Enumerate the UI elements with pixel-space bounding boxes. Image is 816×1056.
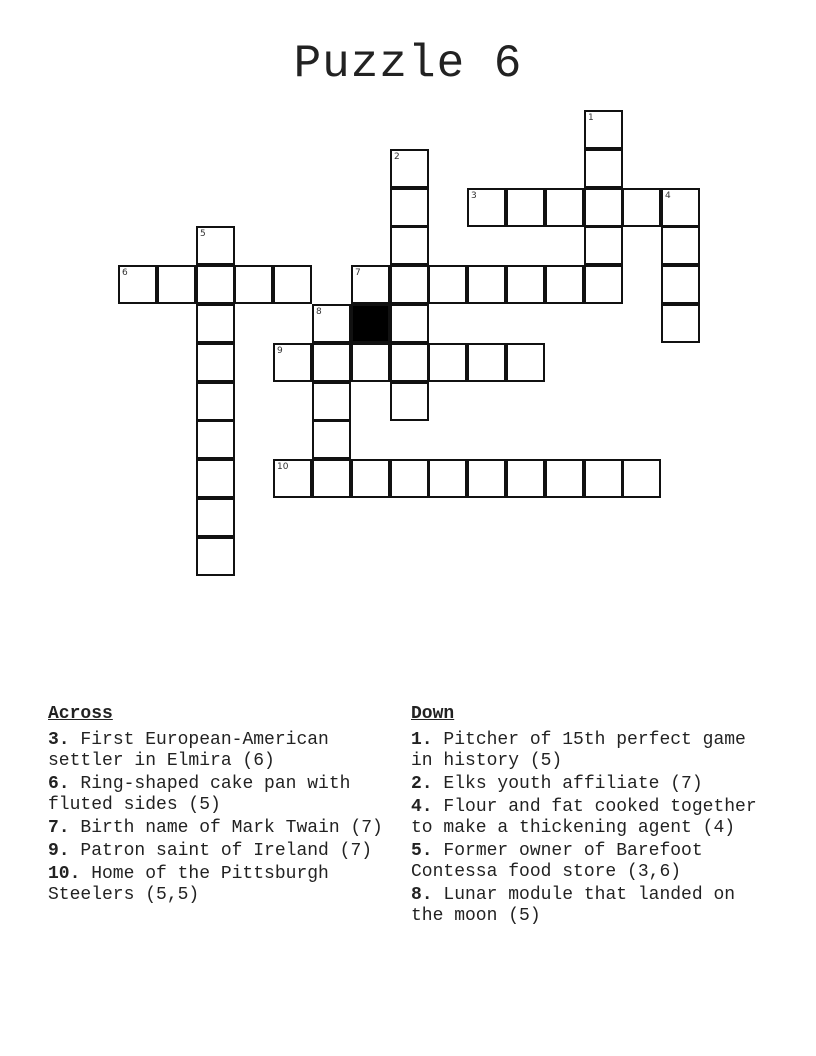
grid-cell[interactable] [351, 343, 390, 382]
cell-number: 4 [665, 191, 671, 201]
clue-text: Former owner of Barefoot Contessa food store (3,6) [411, 841, 703, 882]
clue-text: Flour and fat cooked together to make a thickening agent (4) [411, 797, 757, 838]
down-heading: Down [411, 704, 455, 724]
grid-cell[interactable] [351, 265, 390, 304]
grid-cell[interactable] [467, 459, 506, 498]
grid-cell[interactable] [584, 459, 623, 498]
grid-cell[interactable] [506, 188, 545, 227]
grid-cell[interactable] [428, 343, 467, 382]
grid-cell[interactable] [273, 343, 312, 382]
grid-cell[interactable] [196, 459, 235, 498]
black-square [351, 304, 390, 343]
clue-number: 1. [411, 730, 433, 750]
grid-cell[interactable] [196, 498, 235, 537]
grid-cell[interactable] [273, 265, 312, 304]
grid-cell[interactable] [390, 304, 429, 343]
cell-number: 6 [122, 268, 128, 278]
page-title: Puzzle 6 [293, 38, 523, 90]
clue-text: First European-American settler in Elmira (6) [48, 730, 329, 771]
grid-cell[interactable] [390, 226, 429, 265]
grid-cell[interactable] [506, 459, 545, 498]
grid-cell[interactable] [584, 265, 623, 304]
clue-down-8 [411, 885, 763, 927]
grid-cell[interactable] [545, 265, 584, 304]
grid-cell[interactable] [467, 265, 506, 304]
grid-cell[interactable] [428, 459, 467, 498]
grid-cell[interactable] [312, 420, 351, 459]
grid-cell[interactable] [390, 149, 429, 188]
clue-across-9 [48, 841, 400, 862]
grid-cell[interactable] [390, 188, 429, 227]
clue-text: Elks youth affiliate (7) [432, 774, 703, 794]
cell-number: 10 [277, 462, 289, 472]
clue-across-10 [48, 864, 400, 906]
grid-cell[interactable] [157, 265, 196, 304]
clue-number: 8. [411, 885, 433, 905]
grid-cell[interactable] [584, 110, 623, 149]
grid-cell[interactable] [312, 343, 351, 382]
grid-cell[interactable] [467, 188, 506, 227]
grid-cell[interactable] [661, 304, 700, 343]
grid-cell[interactable] [467, 343, 506, 382]
cell-number: 8 [316, 307, 322, 317]
grid-cell[interactable] [312, 304, 351, 343]
clue-text: Birth name of Mark Twain (7) [69, 818, 383, 838]
grid-cell[interactable] [390, 265, 429, 304]
across-clues [48, 704, 400, 908]
grid-cell[interactable] [234, 265, 273, 304]
down-clues [411, 704, 763, 929]
clue-text: Lunar module that landed on the moon (5) [411, 885, 736, 926]
clue-text: Pitcher of 15th perfect game in history (5) [411, 730, 746, 771]
clue-across-7 [48, 818, 400, 839]
grid-cell[interactable] [196, 343, 235, 382]
grid-cell[interactable] [196, 537, 235, 576]
grid-cell[interactable] [622, 188, 661, 227]
cell-number: 2 [394, 152, 400, 162]
grid-cell[interactable] [584, 226, 623, 265]
grid-cell[interactable] [584, 188, 623, 227]
grid-cell[interactable] [622, 459, 661, 498]
clue-number: 4. [411, 797, 433, 817]
grid-cell[interactable] [390, 459, 429, 498]
clue-text: Patron saint of Ireland (7) [69, 841, 373, 861]
grid-cell[interactable] [390, 343, 429, 382]
clue-number: 7. [48, 818, 70, 838]
grid-cell[interactable] [545, 459, 584, 498]
grid-cell[interactable] [312, 459, 351, 498]
cell-number: 7 [355, 268, 361, 278]
cell-number: 9 [277, 346, 283, 356]
grid-cell[interactable] [390, 382, 429, 421]
grid-cell[interactable] [312, 382, 351, 421]
clue-text: Home of the Pittsburgh Steelers (5,5) [48, 864, 329, 905]
grid-cell[interactable] [196, 304, 235, 343]
grid-cell[interactable] [661, 265, 700, 304]
clue-down-4 [411, 797, 763, 839]
cell-number: 1 [588, 113, 594, 123]
cell-number: 5 [200, 229, 206, 239]
grid-cell[interactable] [584, 149, 623, 188]
clue-text: Ring-shaped cake pan with fluted sides (5) [48, 774, 351, 815]
clue-number: 10. [48, 864, 81, 884]
grid-cell[interactable] [196, 382, 235, 421]
clue-down-5 [411, 841, 763, 883]
grid-cell[interactable] [196, 420, 235, 459]
grid-cell[interactable] [118, 265, 157, 304]
clue-across-3 [48, 730, 400, 772]
grid-cell[interactable] [545, 188, 584, 227]
clue-number: 6. [48, 774, 70, 794]
grid-cell[interactable] [428, 265, 467, 304]
grid-cell[interactable] [196, 226, 235, 265]
clue-number: 9. [48, 841, 70, 861]
clue-number: 5. [411, 841, 433, 861]
clue-number: 2. [411, 774, 433, 794]
cell-number: 3 [471, 191, 477, 201]
grid-cell[interactable] [273, 459, 312, 498]
grid-cell[interactable] [351, 459, 390, 498]
clue-number: 3. [48, 730, 70, 750]
grid-cell[interactable] [661, 188, 700, 227]
grid-cell[interactable] [506, 343, 545, 382]
grid-cell[interactable] [196, 265, 235, 304]
clue-down-1 [411, 730, 763, 772]
clue-down-2 [411, 774, 763, 795]
clue-across-6 [48, 774, 400, 816]
grid-cell[interactable] [661, 226, 700, 265]
grid-cell[interactable] [506, 265, 545, 304]
across-heading: Across [48, 704, 113, 724]
